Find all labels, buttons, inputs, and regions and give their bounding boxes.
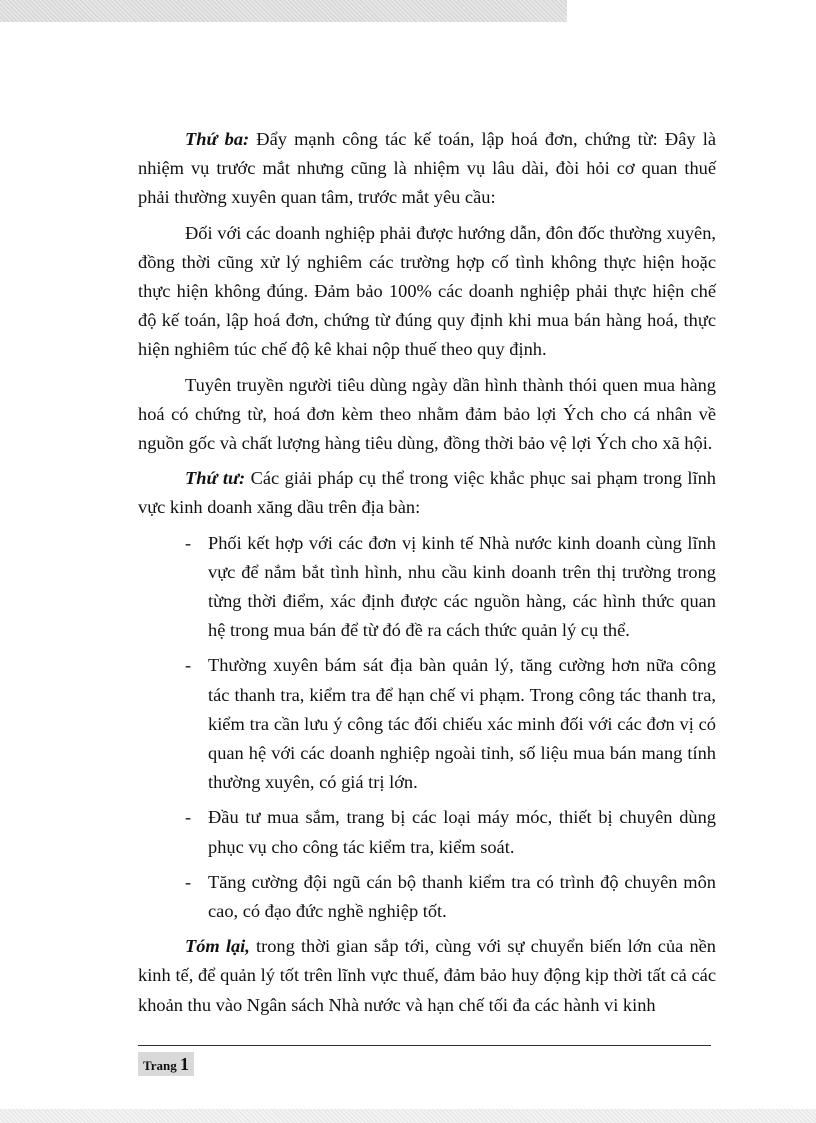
footer-divider: [138, 1045, 711, 1046]
bullet-marker: -: [185, 807, 192, 828]
paragraph-tom-lai: [138, 932, 716, 1020]
list-item: [185, 529, 716, 646]
paragraph-text: Các giải pháp cụ thể trong việc khắc phục sai phạm trong lĩnh vực kinh doanh xăng dầu trên địa bàn:: [138, 468, 716, 518]
paragraph-lead: Tóm lại,: [185, 936, 250, 957]
bullet-marker: -: [185, 532, 192, 553]
list-item: [185, 651, 716, 797]
list-item-text: Đầu tư mua sắm, trang bị các loại máy móc, thiết bị chuyên dùng phục vụ cho công tác kiểm tra, kiểm soát.: [208, 807, 716, 857]
page-number: 1: [179, 1054, 189, 1074]
bullet-marker: -: [185, 871, 192, 892]
bottom-decorative-bar: [0, 1109, 816, 1123]
paragraph-text: Đẩy mạnh công tác kế toán, lập hoá đơn, chứng từ: Đây là nhiệm vụ trước mắt nhưng cũng là nhiệm vụ lâu dài, đòi hỏi cơ quan thuế phải thường xuyên quan tâm, trước mắt yêu cầu:: [138, 129, 716, 208]
paragraph-text: Tuyên truyền người tiêu dùng ngày dần hình thành thói quen mua hàng hoá có chứng từ, hoá đơn kèm theo nhằm đảm bảo lợi Ých cho cá nhân về nguồn gốc và chất lượng hàng tiêu dùng, đồng thời bảo vệ lợi Ých cho xã hội.: [138, 374, 716, 454]
paragraph-lead: Thứ ba:: [185, 129, 250, 149]
paragraph-lead: Thứ tư:: [185, 468, 246, 489]
solution-bullet-list: [138, 529, 716, 927]
paragraph-thu-ba: [138, 125, 716, 213]
paragraph-tuyen-truyen: [138, 371, 716, 459]
list-item: [185, 868, 716, 926]
paragraph-thu-tu: [138, 464, 716, 522]
document-body: [138, 125, 716, 1026]
top-decorative-bar: [0, 0, 567, 22]
page-footer: [138, 1052, 194, 1076]
paragraph-doanh-nghiep: [138, 219, 716, 365]
list-item-text: Phối kết hợp với các đơn vị kinh tế Nhà nước kinh doanh cùng lĩnh vực để nắm bắt tình hình, nhu cầu kinh doanh trên thị trường trong từng thời điểm, xác định được các nguồn hàng, các hình thức quan hệ trong mua bán để từ đó đề ra cách thức quản lý cụ thể.: [208, 532, 716, 641]
list-item: [185, 803, 716, 861]
paragraph-text: Đối với các doanh nghiệp phải được hướng dẫn, đôn đốc thường xuyên, đồng thời cũng xử lý nghiêm các trường hợp cố tình không thực hiện hoặc thực hiện không đúng. Đảm bảo 100% các doanh nghiệp phải thực hiện chế độ kế toán, lập hoá đơn, chứng từ đúng quy định khi mua bán hàng hoá, thực hiện nghiêm túc chế độ kê khai nộp thuế theo quy định.: [138, 222, 716, 360]
bullet-marker: -: [185, 655, 192, 676]
list-item-text: Thường xuyên bám sát địa bàn quản lý, tăng cường hơn nữa công tác thanh tra, kiểm tra để hạn chế vi phạm. Trong công tác thanh tra, kiểm tra cần lưu ý công tác đối chiếu xác minh đối với các đơn vị có quan hệ với các doanh nghiệp ngoài tỉnh, số liệu mua bán mang tính thường xuyên, có giá trị lớn.: [208, 655, 716, 793]
paragraph-text: trong thời gian sắp tới, cùng với sự chuyển biến lớn của nền kinh tế, để quản lý tốt trên lĩnh vực thuế, đảm bảo huy động kịp thời tất cả các khoản thu vào Ngân sách Nhà nước và hạn chế tối đa các hành vi kinh: [138, 936, 716, 1015]
page-label: Trang: [143, 1058, 177, 1073]
list-item-text: Tăng cường đội ngũ cán bộ thanh kiểm tra có trình độ chuyên môn cao, có đạo đức nghề nghiệp tốt.: [208, 871, 716, 922]
